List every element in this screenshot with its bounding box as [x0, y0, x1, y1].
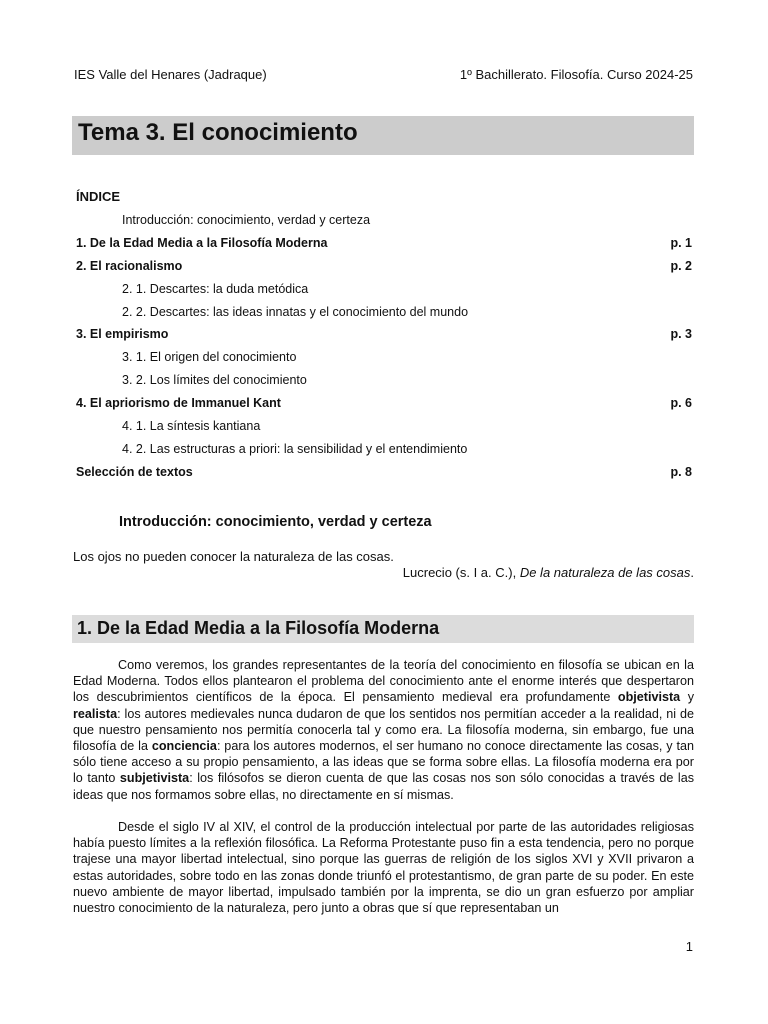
- term-realista: realista: [73, 706, 118, 721]
- toc-item: [76, 233, 692, 256]
- section-heading: 1. De la Edad Media a la Filosofía Moderna: [77, 618, 440, 638]
- intro-heading: Introducción: conocimiento, verdad y certeza: [119, 514, 432, 530]
- toc-item-label: 4. 1. La síntesis kantiana: [122, 419, 261, 434]
- page-title: Tema 3. El conocimiento: [78, 119, 358, 146]
- citation-work: De la naturaleza de las cosas: [519, 565, 691, 580]
- toc-item-page: p. 2: [670, 258, 692, 273]
- citation-author: Lucrecio (s. I a. C.),: [402, 565, 520, 580]
- toc-item-label: 2. 1. Descartes: la duda metódica: [122, 281, 309, 296]
- epigraph-quote: Los ojos no pueden conocer la naturaleza de las cosas.: [73, 549, 394, 564]
- toc-item: [76, 347, 692, 370]
- toc-item: [76, 416, 692, 439]
- toc-item-label: Introducción: conocimiento, verdad y certeza: [122, 213, 371, 227]
- toc-item: [76, 439, 692, 462]
- index-heading: ÍNDICE: [76, 189, 121, 204]
- toc-item: [76, 210, 692, 233]
- section-banner: [72, 615, 694, 643]
- toc-item-page: p. 3: [670, 327, 692, 342]
- toc-item-label: 2. El racionalismo: [76, 258, 183, 273]
- toc-item-label: 3. 2. Los límites del conocimiento: [122, 373, 307, 388]
- toc-item: [76, 279, 692, 302]
- p1-text-b: y: [680, 690, 694, 705]
- toc-item: [76, 256, 692, 279]
- toc-item-label: 3. El empirismo: [76, 327, 169, 342]
- epigraph-citation: [403, 565, 694, 580]
- toc-item-label: 4. El apriorismo de Immanuel Kant: [76, 396, 281, 411]
- toc-item: [76, 324, 692, 347]
- toc-item-label: 2. 2. Descartes: las ideas innatas y el conocimiento del mundo: [122, 304, 469, 319]
- citation-end: .: [690, 565, 694, 580]
- term-conciencia: conciencia: [151, 739, 217, 754]
- toc-item-label: 4. 2. Las estructuras a priori: la sensibilidad y el entendimiento: [122, 441, 468, 456]
- header-school: IES Valle del Henares (Jadraque): [74, 67, 267, 82]
- p1-text-e: : los filósofos se dieron cuenta de que las cosas nos son sólo conocidas a través de las ideas que nos formamos sobre ellas, no directamente en sí mismas.: [73, 771, 695, 802]
- toc-item-label: 3. 1. El origen del conocimiento: [122, 350, 297, 365]
- toc-item-label: 1. De la Edad Media a la Filosofía Moderna: [76, 235, 328, 250]
- toc-item: [76, 393, 692, 416]
- toc-item-page: p. 1: [670, 235, 692, 250]
- toc-item-label: Selección de textos: [76, 464, 193, 479]
- toc-item-page: p. 8: [670, 464, 692, 479]
- p1-text-d: : para los autores modernos, el ser humano no conoce directamente las cosas, y tan sólo tiene acceso a su propio pensamiento, a las ideas que se forma sobre ellas. La filosofía moderna era por lo tanto: [73, 739, 694, 786]
- header-course: 1º Bachillerato. Filosofía. Curso 2024-25: [459, 67, 693, 82]
- p1-text-a: Como veremos, los grandes representantes de la teoría del conocimiento en filosofía se ubican en la Edad Moderna. Todos ellos plantearon el problema del conocimiento ante el enorme interés que despertaron los descubrimientos científicos de la época. El pensamiento medieval era profundamente: [73, 658, 694, 705]
- toc-item: [76, 370, 692, 393]
- table-of-contents: [76, 210, 692, 485]
- toc-item: [76, 302, 692, 325]
- toc-item-page: p. 6: [670, 396, 692, 411]
- page-number: 1: [685, 939, 693, 954]
- term-objetivista: objetivista: [617, 690, 681, 705]
- title-banner: [72, 116, 694, 155]
- p1-text-c: : los autores medievales nunca dudaron de que los sentidos nos permitían acceder a la realidad, ni de que nuestro pensamiento nos permitía conocerla tal y como era. La filosofía moderna, sin embargo, fue una filosofía de la: [73, 706, 694, 754]
- paragraph-1: [73, 657, 694, 803]
- paragraph-2: [73, 819, 694, 916]
- term-subjetivista: subjetivista: [119, 771, 190, 786]
- toc-item: [76, 462, 692, 485]
- p2-text: Desde el siglo IV al XIV, el control de la producción intelectual por parte de las autoridades religiosas había puesto límites a la reflexión filosófica. La Reforma Protestante puso fin a esta tendencia, pero no porque trajese una mayor libertad intelectual, sino porque las guerras de religión de los siglos XVI y XVII privaron a estas autoridades, sobre todo en las zonas donde triunfó el protestantismo, de gran parte de su poder. En este nuevo ambiente de mayor libertad, impulsado también por la imprenta, se dio un gran esfuerzo por ampliar nuestro conocimiento de la naturaleza, pero junto a obras que sí que representaban un: [73, 820, 694, 916]
